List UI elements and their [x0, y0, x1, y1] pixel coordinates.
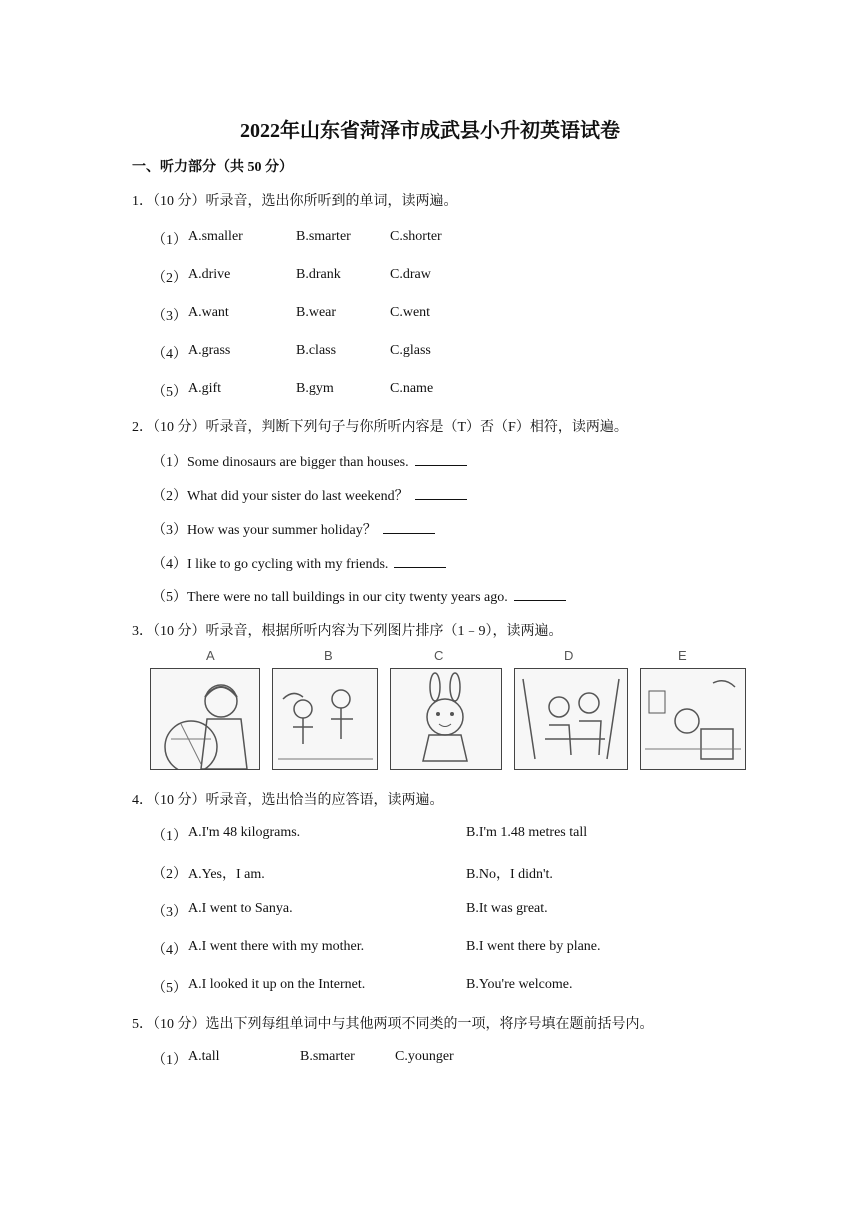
q2-item-1-text: （1）Some dinosaurs are bigger than houses. — [152, 455, 409, 470]
picture-b-children-playing — [272, 668, 378, 770]
q4-item-4-option-a: A.I went there with my mother. — [188, 939, 365, 954]
answer-blank[interactable] — [394, 555, 446, 568]
q5-item-1-option-b: B.smarter — [300, 1049, 355, 1064]
q1-item-2-option-b: B.drank — [296, 267, 341, 282]
picture-label-a: A — [206, 648, 215, 663]
answer-blank[interactable] — [415, 453, 467, 466]
q2-item-5-text: （5）There were no tall buildings in our city twenty years ago. — [152, 590, 508, 605]
q1-item-3-option-c: C.went — [390, 305, 431, 320]
q4-item-2-number: （2） — [152, 867, 187, 882]
q1-item-3-number: （3） — [152, 309, 187, 324]
question-3-stem: 3．（10 分）听录音，根据所听内容为下列图片排序（1﹣9），读两遍。 — [132, 624, 563, 639]
q1-item-5-option-b: B.gym — [296, 381, 334, 396]
q2-item-2 — [152, 485, 467, 505]
picture-c-rabbit-character — [390, 668, 502, 770]
q1-item-5-option-c: C.name — [390, 381, 434, 396]
q1-item-3-option-b: B.wear — [296, 305, 337, 320]
q1-item-4-number: （4） — [152, 347, 187, 362]
q4-item-3-number: （3） — [152, 905, 187, 920]
picture-label-c: C — [434, 648, 444, 663]
q4-item-2-option-b: B.No，I didn't. — [466, 867, 553, 882]
q1-item-2-option-c: C.draw — [390, 267, 431, 282]
answer-blank[interactable] — [415, 487, 467, 500]
q1-item-4-option-a: A.grass — [188, 343, 231, 358]
q1-item-2-number: （2） — [152, 271, 187, 286]
picture-label-d: D — [564, 648, 574, 663]
q4-item-1-option-a: A.I'm 48 kilograms. — [188, 825, 301, 840]
q2-item-3-text: （3）How was your summer holiday？ — [152, 523, 377, 538]
q1-item-5-option-a: A.gift — [188, 381, 222, 396]
question-4-stem: 4．（10 分）听录音，选出恰当的应答语，读两遍。 — [132, 793, 444, 808]
picture-strip — [150, 648, 744, 774]
question-5-stem: 5．（10 分）选出下列每组单词中与其他两项不同类的一项，将序号填在题前括号内。 — [132, 1017, 654, 1032]
answer-blank[interactable] — [514, 588, 566, 601]
picture-d-people-on-train — [514, 668, 628, 770]
page-title: 2022年山东省菏泽市成武县小升初英语试卷 — [240, 120, 620, 142]
q2-item-3 — [152, 519, 435, 539]
section-heading-listening: 一、听力部分（共 50 分） — [132, 160, 293, 175]
q2-item-2-text: （2）What did your sister do last weekend？ — [152, 489, 409, 504]
q2-item-4-text: （4）I like to go cycling with my friends. — [152, 557, 389, 572]
picture-a-girl-with-globe — [150, 668, 260, 770]
q1-item-1-option-b: B.smarter — [296, 229, 351, 244]
q4-item-4-number: （4） — [152, 943, 187, 958]
q1-item-2-option-a: A.drive — [188, 267, 231, 282]
q4-item-2-option-a: A.Yes，I am. — [188, 867, 265, 882]
question-2-stem: 2．（10 分）听录音，判断下列句子与你所听内容是（T）否（F）相符，读两遍。 — [132, 420, 628, 435]
q5-item-1-option-c: C.younger — [395, 1049, 454, 1064]
q1-item-1-option-a: A.smaller — [188, 229, 243, 244]
picture-e-boy-in-kitchen — [640, 668, 746, 770]
q4-item-1-option-b: B.I'm 1.48 metres tall — [466, 825, 588, 840]
q5-item-1-number: （1） — [152, 1053, 187, 1068]
q1-item-5-number: （5） — [152, 385, 187, 400]
q1-item-1-option-c: C.shorter — [390, 229, 442, 244]
question-1-stem: 1．（10 分）听录音，选出你所听到的单词，读两遍。 — [132, 194, 458, 209]
q4-item-5-number: （5） — [152, 981, 187, 996]
q4-item-3-option-b: B.It was great. — [466, 901, 548, 916]
picture-label-b: B — [324, 648, 333, 663]
q2-item-4 — [152, 553, 446, 573]
q4-item-5-option-b: B.You're welcome. — [466, 977, 573, 992]
q2-item-5 — [152, 586, 566, 606]
q4-item-3-option-a: A.I went to Sanya. — [188, 901, 293, 916]
q1-item-4-option-c: C.glass — [390, 343, 431, 358]
q1-item-4-option-b: B.class — [296, 343, 337, 358]
q2-item-1 — [152, 451, 467, 471]
q4-item-4-option-b: B.I went there by plane. — [466, 939, 601, 954]
answer-blank[interactable] — [383, 521, 435, 534]
q1-item-1-number: （1） — [152, 233, 187, 248]
q1-item-3-option-a: A.want — [188, 305, 229, 320]
q5-item-1-option-a: A.tall — [188, 1049, 220, 1064]
picture-label-e: E — [678, 648, 687, 663]
q4-item-1-number: （1） — [152, 829, 187, 844]
q4-item-5-option-a: A.I looked it up on the Internet. — [188, 977, 366, 992]
